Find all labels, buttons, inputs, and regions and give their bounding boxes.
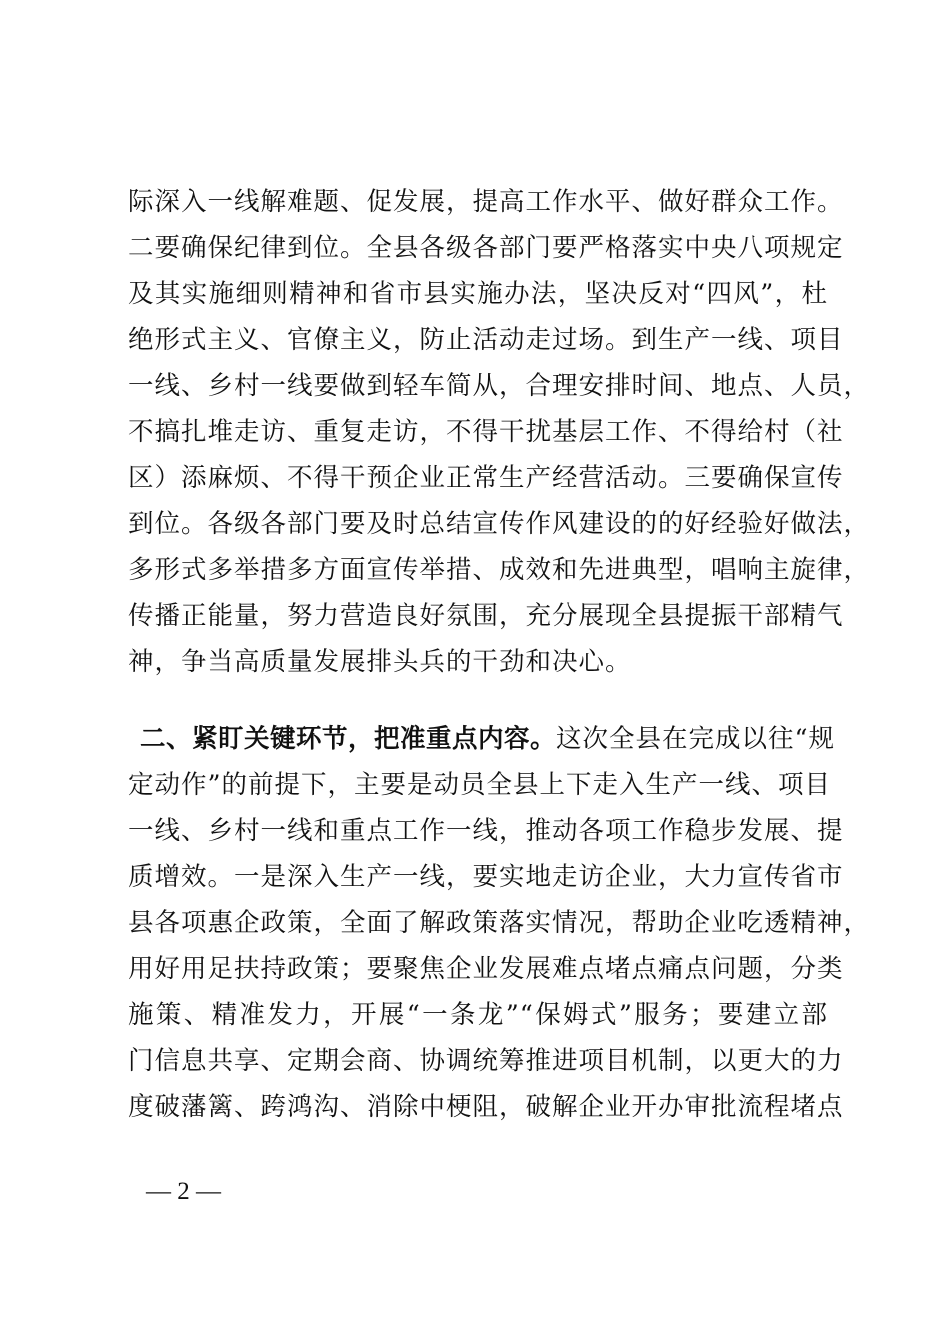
paragraph-line: 及其实施细则精神和省市县实施办法，坚决反对“四风”，杜	[128, 279, 828, 309]
paragraph-line: 施策、精准发力，开展“一条龙”“保姆式”服务；要建立部	[128, 1000, 828, 1030]
paragraph-line: 不搞扎堆走访、重复走访，不得干扰基层工作、不得给村（社	[128, 417, 844, 447]
paragraph-line: 区）添麻烦、不得干预企业正常生产经营活动。三要确保宣传	[128, 463, 844, 493]
paragraph-line: 用好用足扶持政策；要聚焦企业发展难点堵点痛点问题，分类	[128, 954, 844, 984]
page-number: — 2 —	[146, 1178, 221, 1205]
paragraph-line: 多形式多举措多方面宣传举措、成效和先进典型，唱响主旋律，	[128, 555, 871, 585]
paragraph-line: 度破藩篱、跨鸿沟、消除中梗阻，破解企业开办审批流程堵点	[128, 1092, 844, 1122]
paragraph-line: 县各项惠企政策，全面了解政策落实情况，帮助企业吃透精神，	[128, 908, 871, 938]
paragraph-line: 到位。各级各部门要及时总结宣传作风建设的的好经验好做法，	[128, 509, 871, 539]
paragraph-line: 质增效。一是深入生产一线，要实地走访企业，大力宣传省市	[128, 862, 844, 892]
section-heading-rest: 这次全县在完成以往“规	[556, 724, 836, 754]
paragraph-line: 定动作”的前提下，主要是动员全县上下走入生产一线、项目	[128, 770, 832, 800]
paragraph-line: 一线、乡村一线要做到轻车简从，合理安排时间、地点、人员，	[128, 371, 871, 401]
paragraph-line: 神，争当高质量发展排头兵的干劲和决心。	[128, 647, 632, 677]
paragraph-line: 绝形式主义、官僚主义，防止活动走过场。到生产一线、项目	[128, 325, 844, 355]
section-heading: 二、紧盯关键环节，把准重点内容。	[140, 724, 557, 754]
paragraph-line: 门信息共享、定期会商、协调统筹推进项目机制，以更大的力	[128, 1046, 844, 1076]
paragraph-line: 际深入一线解难题、促发展，提高工作水平、做好群众工作。	[128, 187, 844, 217]
paragraph-line: 一线、乡村一线和重点工作一线，推动各项工作稳步发展、提	[128, 816, 844, 846]
paragraph-line: 二要确保纪律到位。全县各级各部门要严格落实中央八项规定	[128, 233, 844, 263]
section-heading-line	[140, 721, 836, 757]
paragraph-line: 传播正能量，努力营造良好氛围，充分展现全县提振干部精气	[128, 601, 844, 631]
